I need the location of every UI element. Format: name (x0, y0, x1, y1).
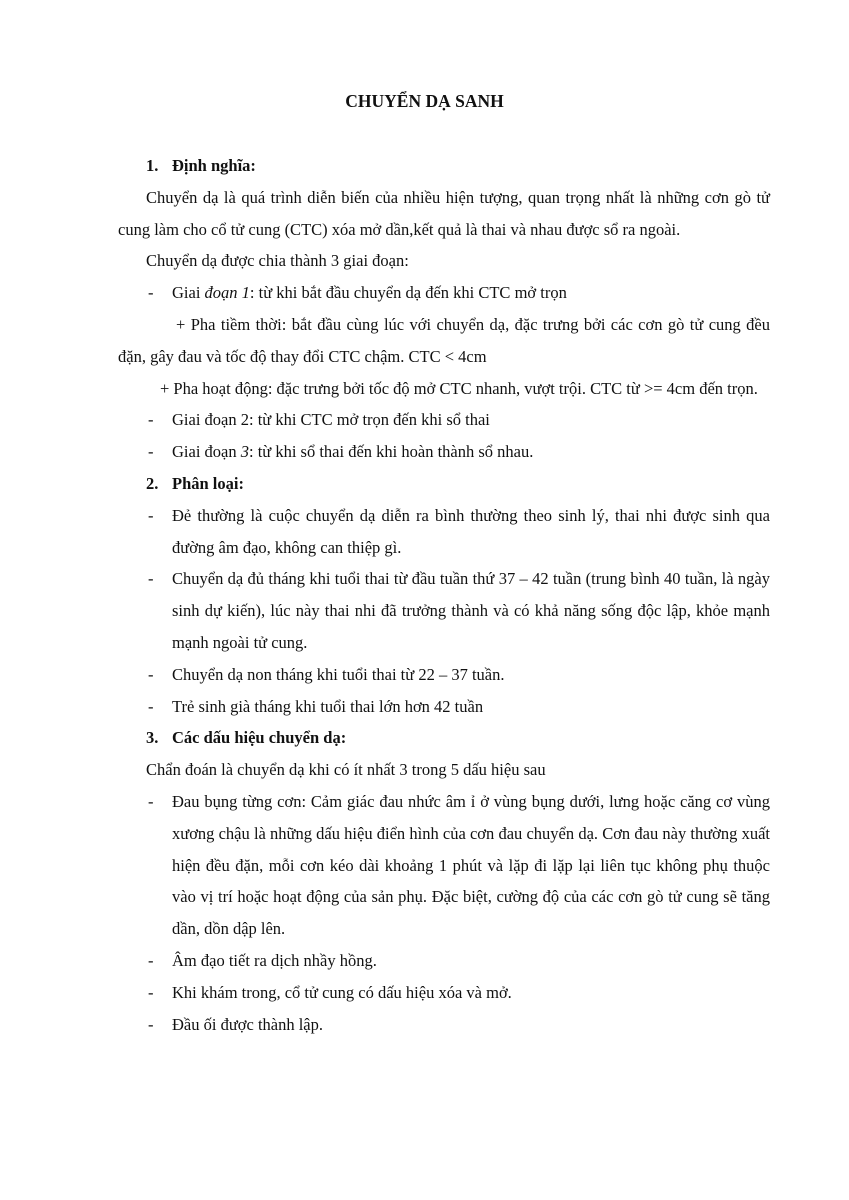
dash-marker: - (148, 1014, 154, 1034)
section-number: 3. (146, 728, 159, 748)
active-phase-paragraph: + Pha hoạt động: đặc trưng bởi tốc độ mở CTC nhanh, vượt trội. CTC từ >= 4cm đến trọn. (160, 378, 758, 398)
section-heading-definition (118, 150, 770, 182)
list-item-stage-2 (118, 404, 770, 436)
dash-marker: - (148, 696, 154, 716)
stage-3-text: : từ khi sổ thai đến khi hoàn thành sổ nhau. (248, 442, 534, 462)
list-item (118, 786, 770, 945)
stage-1-text: : từ khi bắt đầu chuyển dạ đến khi CTC mở trọn (249, 283, 567, 303)
dash-marker: - (148, 664, 154, 684)
list-item-text: Âm đạo tiết ra dịch nhầy hồng. (172, 950, 377, 970)
section-title: Các dấu hiệu chuyển dạ: (172, 728, 347, 748)
list-item-text: Đau bụng từng cơn: Cảm giác đau nhức âm ỉ ở vùng bụng dưới, lưng hoặc căng cơ vùng xương chậu là những dấu hiệu điển hình của cơn đau chuyển dạ. Cơn đau này thường xuất hiện đều đặn, mỗi cơn kéo dài khoảng 1 phút và lặp đi lặp lại liên tục không phụ thuộc vào vị trí hoặc hoạt động của sản phụ. Đặc biệt, cường độ của các cơn gò tử cung sẽ tăng dần, dồn dập lên. (172, 791, 770, 939)
dash-marker: - (148, 569, 154, 589)
section-heading-signs (118, 722, 770, 754)
section-title: Định nghĩa: (172, 156, 256, 175)
list-item-text: Chuyển dạ đủ tháng khi tuổi thai từ đầu tuần thứ 37 – 42 tuần (trung bình 40 tuần, là ngày sinh dự kiến), lúc này thai nhi đã trưởng thành và có khả năng sống độc lập, khỏe mạnh mạnh ngoài tử cung. (172, 569, 770, 652)
dash-marker: - (148, 791, 154, 811)
section-number: 2. (146, 473, 159, 493)
dash-marker: - (148, 410, 154, 430)
section-heading-classification (118, 468, 770, 500)
definition-paragraph: Chuyển dạ là quá trình diễn biến của nhiều hiện tượng, quan trọng nhất là những cơn gò tử cung làm cho cổ tử cung (CTC) xóa mở dần,kết quả là thai và nhau được sổ ra ngoài. (118, 187, 770, 239)
list-item (118, 1009, 770, 1041)
list-item (118, 500, 770, 564)
list-item-stage-3 (118, 436, 770, 468)
stage-1-prefix: Giai (172, 283, 205, 303)
dash-marker: - (148, 982, 154, 1002)
list-item-text: Đầu ối được thành lập. (172, 1014, 324, 1034)
list-item (118, 945, 770, 977)
list-item-text: Trẻ sinh già tháng khi tuổi thai lớn hơn 42 tuần (172, 696, 484, 716)
list-item (118, 659, 770, 691)
stage-3-prefix: Giai đoạn (172, 442, 241, 462)
page-title: CHUYỂN DẠ SANH (345, 91, 504, 111)
dash-marker: - (148, 950, 154, 970)
list-item (118, 691, 770, 723)
latent-phase-paragraph: + Pha tiềm thời: bắt đầu cùng lúc với chuyển dạ, đặc trưng bởi các cơn gò tử cung đều đặn, gây đau và tốc độ thay đổi CTC chậm. CTC < 4cm (118, 314, 770, 366)
stage-2-text: Giai đoạn 2: từ khi CTC mở trọn đến khi sổ thai (172, 410, 490, 430)
document-body (118, 150, 770, 1040)
list-item-text: Chuyển dạ non tháng khi tuổi thai từ 22 – 37 tuần. (172, 664, 505, 684)
list-item (118, 563, 770, 658)
dash-marker: - (148, 283, 154, 303)
list-item (118, 977, 770, 1009)
stage-1-italic: đoạn 1 (204, 283, 250, 303)
dash-marker: - (148, 505, 154, 525)
list-item-text: Khi khám trong, cổ tử cung có dấu hiệu xóa và mở. (172, 982, 512, 1002)
list-item-text: Đẻ thường là cuộc chuyển dạ diễn ra bình thường theo sinh lý, thai nhi được sinh qua đường âm đạo, không can thiệp gì. (172, 505, 770, 557)
section-number: 1. (146, 156, 159, 175)
stages-intro: Chuyển dạ được chia thành 3 giai đoạn: (146, 251, 409, 271)
list-item-stage-1 (118, 277, 770, 309)
dash-marker: - (148, 442, 154, 462)
section-title: Phân loại: (172, 473, 244, 493)
stage-3-italic: 3 (240, 442, 249, 462)
signs-intro: Chẩn đoán là chuyển dạ khi có ít nhất 3 trong 5 dấu hiệu sau (146, 760, 546, 780)
